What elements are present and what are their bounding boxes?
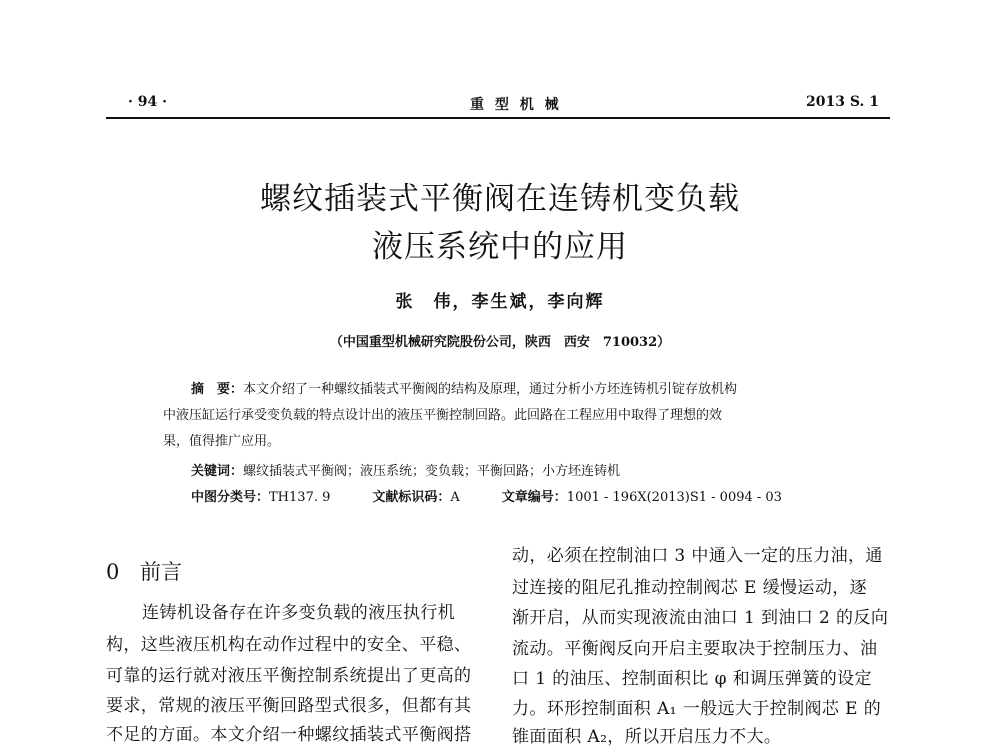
page-number: · 94 · <box>128 94 167 110</box>
abstract-label: 摘 要： <box>191 382 244 397</box>
right-column-line: 动，必须在控制油口 3 中通入一定的压力油，通 <box>512 546 883 566</box>
classification-line <box>191 486 782 505</box>
left-column-line: 不足的方面。本文介绍一种螺纹插装式平衡阀搭 <box>106 725 472 745</box>
abstract-line-2: 中液压缸运行承受变负载的特点设计出的液压平衡控制回路。此回路在工程应用中取得了理想的效 <box>163 408 723 423</box>
clc-value: TH137. 9 <box>269 490 331 505</box>
journal-name: 重 型 机 械 <box>470 97 562 113</box>
left-column-line: 可靠的运行就对液压平衡控制系统提出了更高的 <box>106 666 472 686</box>
article-number-value: 1001 - 196X(2013)S1 - 0094 - 03 <box>566 490 782 505</box>
keywords <box>191 460 620 479</box>
header-rule <box>106 117 890 119</box>
abstract-line-3: 果，值得推广应用。 <box>163 434 281 449</box>
article-number-label: 文章编号： <box>501 490 567 505</box>
right-column-line: 过连接的阻尼孔推动控制阀芯 E 缓慢运动，逐 <box>512 578 868 598</box>
abstract-line-1 <box>191 378 737 397</box>
abstract-text-1: 本文介绍了一种螺纹插装式平衡阀的结构及原理，通过分析小方坯连铸机引锭存放机构 <box>243 382 738 397</box>
section-number: 0 <box>106 560 120 584</box>
section-title: 前言 <box>140 560 182 584</box>
keywords-label: 关键词： <box>191 464 244 479</box>
doc-code-value: A <box>450 490 460 505</box>
right-column-line: 锥面面积 A₂，所以开启压力不大。 <box>512 727 782 747</box>
left-column-line: 要求，常规的液压平衡回路型式很多，但都有其 <box>106 696 472 716</box>
left-column-line: 连铸机设备存在许多变负载的液压执行机 <box>142 603 456 623</box>
section-heading <box>106 556 182 586</box>
left-column-line: 构，这些液压机构在动作过程中的安全、平稳、 <box>106 635 472 655</box>
issue-number: 2013 S. 1 <box>806 94 879 110</box>
authors: 张 伟，李生斌，李向辉 <box>395 292 605 312</box>
affiliation: （中国重型机械研究院股份公司，陕西 西安 710032） <box>329 335 671 350</box>
paper-title-line-2: 液压系统中的应用 <box>372 229 628 265</box>
clc-label: 中图分类号： <box>191 490 270 505</box>
right-column-line: 渐开启，从而实现液流由油口 1 到油口 2 的反向 <box>512 608 889 628</box>
paper-title-line-1: 螺纹插装式平衡阀在连铸机变负载 <box>260 181 740 217</box>
doc-code-label: 文献标识码： <box>372 490 451 505</box>
right-column-line: 流动。平衡阀反向开启主要取决于控制压力、油 <box>512 639 878 659</box>
keywords-text: 螺纹插装式平衡阀；液压系统；变负载；平衡回路；小方坯连铸机 <box>243 464 621 479</box>
right-column-line: 口 1 的油压、控制面积比 φ 和调压弹簧的设定 <box>512 669 872 689</box>
right-column-line: 力。环形控制面积 A₁ 一般远大于控制阀芯 E 的 <box>512 699 882 719</box>
